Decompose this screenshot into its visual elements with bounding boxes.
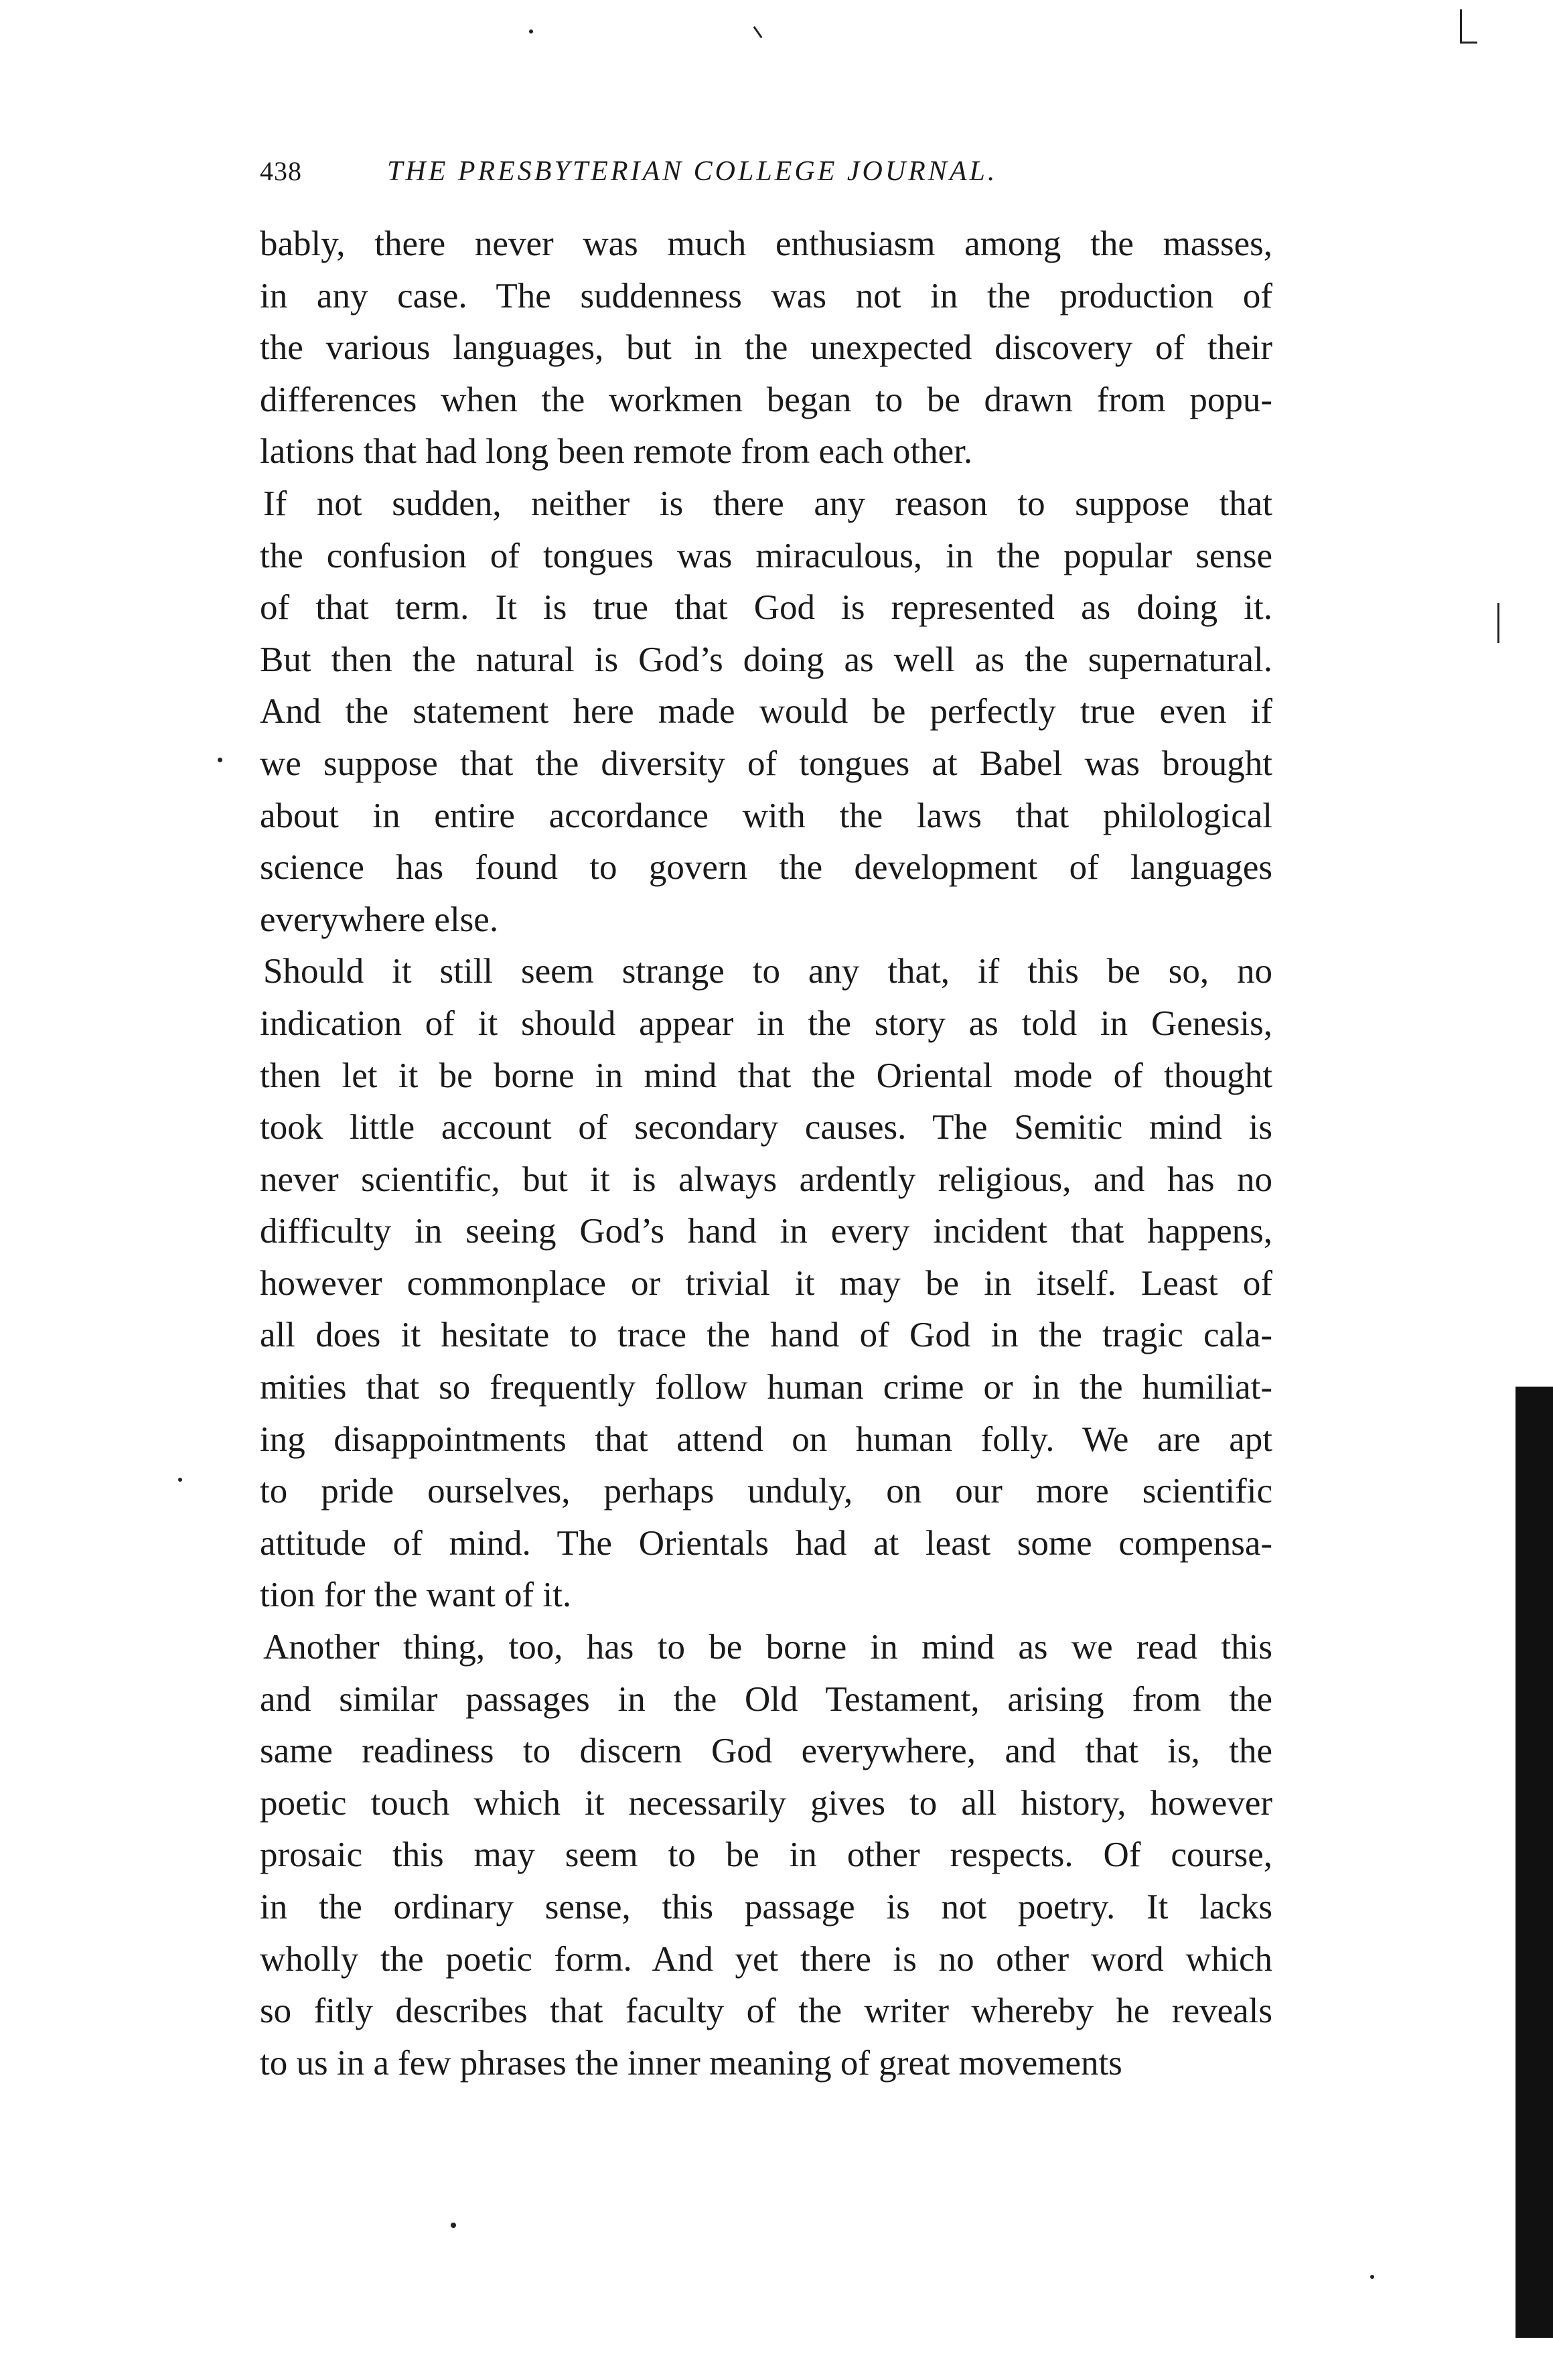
scan-mark	[1460, 9, 1462, 43]
text-line: prosaic this may seem to be in other respects. Of course,	[260, 1835, 1272, 1875]
text-line: But then the natural is God’s doing as well as the supernatural.	[260, 640, 1272, 679]
scan-speck	[218, 758, 222, 762]
journal-running-title: THE PRESBYTERIAN COLLEGE JOURNAL.	[387, 156, 998, 187]
text-line: the confusion of tongues was miraculous, in the popular sense	[260, 536, 1272, 575]
text-line: of that term. It is true that God is represented as doing it.	[260, 588, 1272, 628]
text-line: in any case. The suddenness was not in the production of	[260, 276, 1272, 316]
text-line: differences when the workmen began to be drawn from popu-	[260, 380, 1272, 419]
text-line: to pride ourselves, perhaps unduly, on our more scientific	[260, 1472, 1272, 1511]
scan-edge-shadow	[1515, 1387, 1553, 2338]
text-line: never scientific, but it is always ardently religious, and has no	[260, 1160, 1272, 1199]
text-line: and similar passages in the Old Testament, arising from the	[260, 1679, 1272, 1719]
text-line: we suppose that the diversity of tongues at Babel was brought	[260, 744, 1272, 783]
text-line: ing disappointments that attend on human folly. We are apt	[260, 1419, 1272, 1459]
text-line: all does it hesitate to trace the hand of God in the tragic cala-	[260, 1316, 1272, 1355]
text-line: bably, there never was much enthusiasm among the masses,	[260, 224, 1272, 263]
scan-speck	[451, 2223, 456, 2228]
text-line: the various languages, but in the unexpected discovery of their	[260, 328, 1272, 368]
text-line: indication of it should appear in the story as told in Genesis,	[260, 1003, 1272, 1043]
text-line: attitude of mind. The Orientals had at least some compensa-	[260, 1523, 1272, 1563]
text-line: took little account of secondary causes. The Semitic mind is	[260, 1108, 1272, 1147]
text-line: so fitly describes that faculty of the writer whereby he reveals	[260, 1991, 1272, 2031]
scan-mark	[1497, 603, 1499, 643]
running-header	[260, 155, 1278, 202]
text-line: mities that so frequently follow human crime or in the humiliat-	[260, 1368, 1272, 1407]
text-line: then let it be borne in mind that the Oriental mode of thought	[260, 1056, 1272, 1095]
scan-speck	[1370, 2275, 1374, 2279]
page-number: 438	[260, 156, 302, 186]
paragraph-start-line: If not sudden, neither is there any reason to suppose that	[263, 484, 1272, 523]
text-line: science has found to govern the development of languages	[260, 848, 1272, 888]
scan-mark	[1460, 42, 1477, 44]
scan-mark	[753, 26, 763, 38]
text-line: same readiness to discern God everywhere, and that is, the	[260, 1732, 1272, 1771]
body-text	[260, 218, 1272, 2089]
text-line: however commonplace or trivial it may be in itself. Least of	[260, 1263, 1272, 1303]
text-line: poetic touch which it necessarily gives to all history, however	[260, 1783, 1272, 1823]
paragraph-start-line: Should it still seem strange to any that, if this be so, no	[263, 952, 1272, 991]
scan-speck	[178, 1478, 182, 1482]
text-line: difficulty in seeing God’s hand in every incident that happens,	[260, 1212, 1272, 1251]
text-line: lations that had long been remote from each other.	[260, 432, 973, 472]
text-line: to us in a few phrases the inner meaning of great movements	[260, 2043, 1122, 2083]
text-line: tion for the want of it.	[260, 1576, 572, 1615]
paragraph-start-line: Another thing, too, has to be borne in mind as we read this	[263, 1628, 1272, 1667]
scan-speck	[529, 29, 533, 33]
text-line: And the statement here made would be perfectly true even if	[260, 692, 1272, 731]
text-line: wholly the poetic form. And yet there is no other word which	[260, 1939, 1272, 1979]
text-line: everywhere else.	[260, 900, 499, 939]
text-line: in the ordinary sense, this passage is not poetry. It lacks	[260, 1888, 1272, 1927]
text-line: about in entire accordance with the laws that philological	[260, 796, 1272, 835]
